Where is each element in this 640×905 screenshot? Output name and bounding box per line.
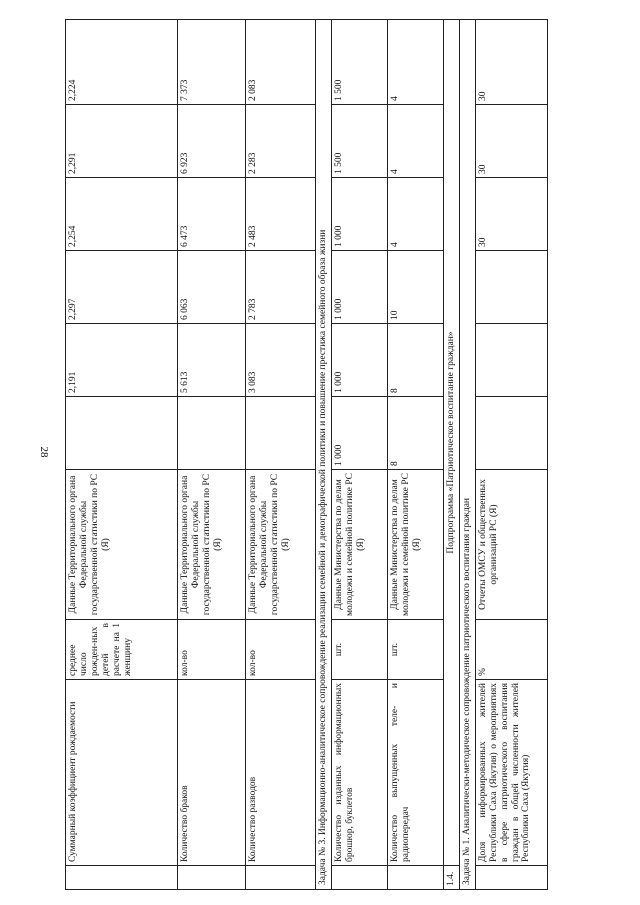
row-num	[246, 866, 316, 890]
value-cell: 2 283	[246, 105, 316, 178]
value-cell: 30	[475, 178, 547, 251]
value-cell: 6 473	[178, 178, 246, 251]
task-row	[459, 20, 475, 890]
value-cell: 2,224	[66, 20, 178, 105]
value-cell: 8	[387, 397, 443, 470]
table-row	[66, 20, 178, 890]
row-num: 1.4.	[443, 866, 459, 890]
value-cell: 3 083	[246, 324, 316, 397]
value-cell: 1 000	[331, 178, 387, 251]
indicators-table	[65, 19, 548, 890]
indicator-name: Доля информированных жителей Республики Саха (Якутия) о мероприятиях в сфере патриотического воспитания граждан в общей численности жителей Республики Саха (Якутия)	[475, 680, 547, 866]
value-cell	[475, 251, 547, 324]
indicator-unit: среднее число рожден-ных детей в расчете на 1 женщину	[66, 620, 178, 680]
table-row	[246, 20, 316, 890]
table-row	[387, 20, 443, 890]
indicator-source: Данные Территориального органа Федеральной службы государственной статистики по РС (Я)	[178, 470, 246, 620]
row-num	[66, 866, 178, 890]
value-cell: 4	[387, 178, 443, 251]
value-cell: 10	[387, 251, 443, 324]
indicator-unit: кол-во	[246, 620, 316, 680]
value-cell: 2,191	[66, 324, 178, 397]
value-cell: 8	[387, 324, 443, 397]
value-cell: 2,291	[66, 105, 178, 178]
row-num	[387, 866, 443, 890]
value-cell: 4	[387, 105, 443, 178]
value-cell: 1 000	[331, 251, 387, 324]
value-cell: 2 483	[246, 178, 316, 251]
indicator-name: Количество браков	[178, 680, 246, 866]
indicator-source: Отчеты ОМСУ и общественных организаций РС (Я)	[475, 470, 547, 620]
indicator-unit: шт.	[387, 620, 443, 680]
row-num	[178, 866, 246, 890]
indicator-name: Количество выпущенных теле- и радиопередач	[387, 680, 443, 866]
page-number: 28	[38, 446, 50, 458]
value-cell	[475, 397, 547, 470]
row-num	[331, 866, 387, 890]
indicator-name: Количество изданных информационных брошюр, буклетов	[331, 680, 387, 866]
value-cell: 1 000	[331, 397, 387, 470]
value-cell: 1 000	[331, 324, 387, 397]
value-cell	[475, 324, 547, 397]
value-cell: 2 083	[246, 20, 316, 105]
indicator-source: Данные Министерства по делам молодежи и семейной политике РС (Я)	[387, 470, 443, 620]
value-cell: 2,297	[66, 251, 178, 324]
row-num	[475, 866, 547, 890]
value-cell: 30	[475, 20, 547, 105]
value-cell: 2 783	[246, 251, 316, 324]
task-3-heading: Задача № 3. Информационно-аналитическое сопровождение реализации семейной и демографической политики и повышение престижа семейного образа жизни	[316, 20, 332, 890]
value-cell: 4	[387, 20, 443, 105]
value-cell	[178, 397, 246, 470]
indicator-name: Суммарный коэффициент рождаемости	[66, 680, 178, 866]
task-1-heading: Задача № 1. Аналитически-методическое сопровождение патриотического воспитания граждан	[459, 20, 475, 890]
value-cell: 1 500	[331, 20, 387, 105]
indicator-source: Данные Министерства по делам молодежи и семейной политике РС (Я)	[331, 470, 387, 620]
indicator-source: Данные Территориального органа Федеральной службы государственной статистики по РС (Я)	[66, 470, 178, 620]
value-cell: 2,254	[66, 178, 178, 251]
task-row	[316, 20, 332, 890]
value-cell: 1 500	[331, 105, 387, 178]
indicator-unit: кол-во	[178, 620, 246, 680]
indicator-source: Данные Территориального органа Федеральной службы государственной статистики по РС (Я)	[246, 470, 316, 620]
value-cell: 30	[475, 105, 547, 178]
table-row	[475, 20, 547, 890]
value-cell: 6 923	[178, 105, 246, 178]
indicator-name: Количество разводов	[246, 680, 316, 866]
subprogram-heading: Подпрограмма «Патриотическое воспитание граждан»	[443, 20, 459, 866]
rotated-table-container	[65, 20, 545, 890]
indicator-unit: %	[475, 620, 547, 680]
value-cell: 6 063	[178, 251, 246, 324]
subprogram-row	[443, 20, 459, 890]
value-cell: 5 613	[178, 324, 246, 397]
table-row	[331, 20, 387, 890]
table-row	[178, 20, 246, 890]
indicator-unit: шт.	[331, 620, 387, 680]
value-cell	[66, 397, 178, 470]
value-cell	[246, 397, 316, 470]
value-cell: 7 373	[178, 20, 246, 105]
